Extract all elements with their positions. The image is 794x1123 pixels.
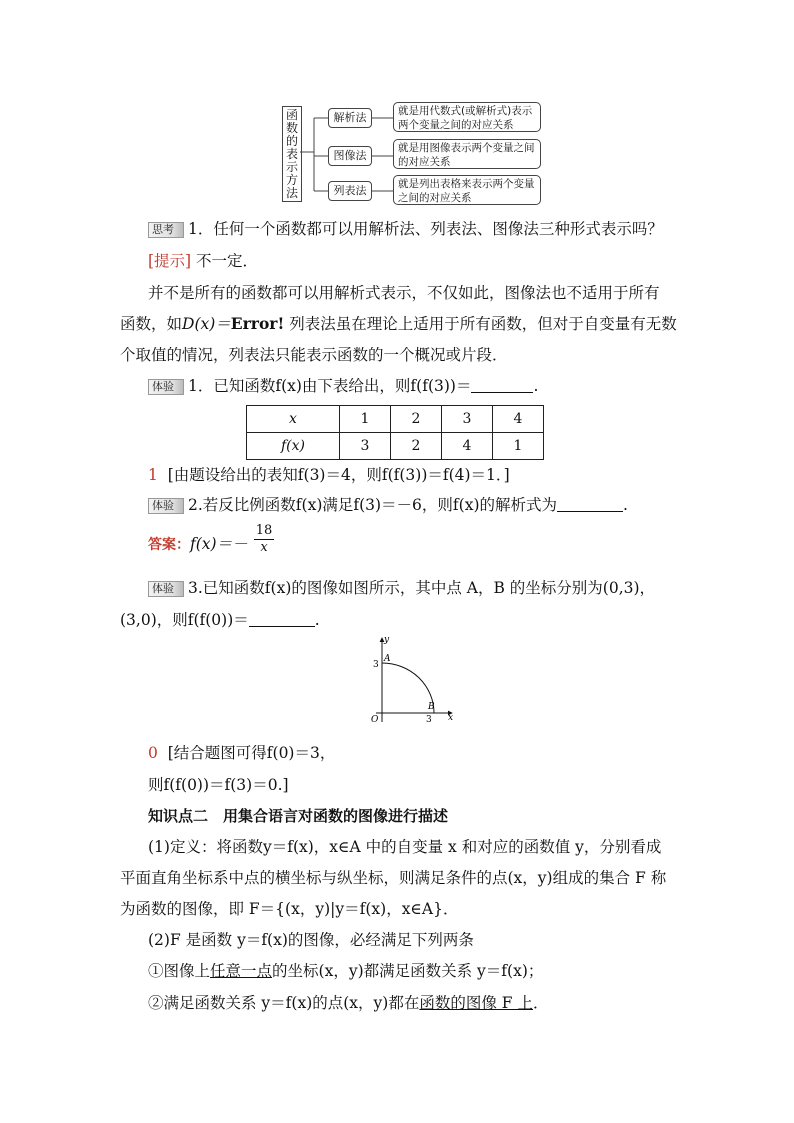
table-row (247, 433, 544, 460)
section2-def-line1: (1)定义：将函数y＝f(x)，x∈A 中的自变量 x 和对应的函数值 y，分别看成 (148, 838, 662, 856)
ex1-answer-text: [由题设给出的表知f(3)＝4，则f(f(3))＝f(4)＝1．] (167, 466, 510, 484)
hint-text: 不一定． (196, 252, 259, 270)
ex3-answer-text: [结合题图可得f(0)＝3， (167, 744, 336, 762)
think-explain-line3: 个取值的情况，列表法只能表示函数的一个概况或片段． (120, 346, 508, 364)
function-table (246, 405, 544, 460)
method-box-analytic (328, 108, 372, 128)
ex1-answer (148, 464, 510, 486)
cond-text: ①图像上 (148, 962, 211, 980)
explain-text: 函数，如 (120, 315, 183, 333)
method-desc-text: 就是用图像表示两个变量之间的对应关系 (398, 142, 535, 168)
method-desc-analytic (393, 102, 541, 132)
ex2-answer-label: 答案： (148, 537, 190, 553)
ex2-answer (148, 533, 248, 556)
cond-underlined: 任意一点 (210, 962, 273, 980)
think-hint (148, 250, 258, 272)
think-tag: 思考 (148, 222, 184, 238)
cond-text: 的坐标(x，y)都满足函数关系 y＝f(x)； (272, 962, 544, 980)
y-axis-label: y (384, 635, 390, 645)
ex1-answer-value: 1 (148, 466, 158, 484)
think-question (148, 218, 663, 240)
method-desc-text: 就是用代数式(或解析式)表示两个变量之间的对应关系 (398, 105, 533, 131)
method-desc-graph (393, 139, 541, 169)
x-axis-label: x (448, 713, 454, 723)
method-name: 列表法 (333, 184, 367, 197)
think-explain-line1: 并不是所有的函数都可以用解析式表示，不仅如此，图像法也不适用于所有 (148, 284, 660, 302)
method-box-graph (328, 146, 372, 166)
table-cell: 3 (442, 406, 493, 433)
section2-cond-intro: (2)F 是函数 y＝f(x)的图像，必经满足下列两条 (148, 931, 474, 949)
ex3-question-text: 3.已知函数f(x)的图像如图所示，其中点 A，B 的坐标分别为(0,3)， (188, 579, 656, 597)
method-name: 图像法 (333, 149, 367, 162)
table-cell: 4 (493, 406, 544, 433)
ex2-question: 体验 2.若反比例函数f(x)满足f(3)＝－6，则f(x)的解析式为 . (148, 494, 628, 516)
cond-text: ． (532, 994, 549, 1012)
answer-blank (249, 612, 315, 627)
explain-math: (x)＝ (194, 315, 231, 333)
table-cell: 1 (340, 406, 391, 433)
ex3-question-line2: (3,0)，则f(f(0))＝ . (120, 611, 320, 629)
explain-text: 列表法虽在理论上适用于所有函数，但对于自变量有无数 (284, 315, 677, 333)
fraction-numerator: 18 (255, 523, 273, 538)
table-header-cell: x (247, 406, 340, 433)
section2-def-line3: 为函数的图像，即 F＝{(x，y)|y＝f(x)，x∈A}． (120, 900, 459, 918)
method-desc-table (393, 175, 541, 205)
method-desc-text: 就是列出表格来表示两个变量之间的对应关系 (398, 178, 535, 204)
y-tick-label: 3 (373, 660, 379, 670)
ex3-answer-line1 (148, 742, 335, 764)
origin-label: O (371, 715, 379, 725)
fraction-denominator: x (260, 540, 268, 555)
ex2-fraction (254, 523, 274, 556)
ex2-answer-lhs: f(x)＝－ (190, 535, 248, 553)
ex3-graph (360, 630, 460, 726)
answer-blank (471, 378, 533, 393)
point-b-label: B (428, 702, 435, 712)
table-cell: 4 (442, 433, 493, 460)
diagram-root-box (282, 106, 302, 202)
ex2-tag: 体验 (148, 498, 184, 514)
explain-math: D (182, 315, 195, 333)
ex3-question-line1 (148, 577, 655, 599)
section2-cond1 (148, 960, 543, 982)
ex3-question-text: (3,0)，则f(f(0))＝ (120, 611, 249, 629)
hint-label: [提示] (148, 252, 192, 270)
ex3-answer-value: 0 (148, 744, 158, 762)
diagram-root-label: 函数的表示方法 (286, 108, 299, 200)
think-question-text: 1．任何一个函数都可以用解析法、列表法、图像法三种形式表示吗？ (188, 220, 663, 238)
method-name: 解析法 (333, 111, 367, 124)
section2-def-line2: 平面直角坐标系中点的横坐标与纵坐标，则满足条件的点(x，y)组成的集合 F 称 (120, 869, 667, 887)
ex1-question-text: 1．已知函数f(x)由下表给出，则f(f(3))＝ (188, 377, 472, 395)
table-cell: 2 (391, 406, 442, 433)
ex3-answer-line2: 则f(f(0))＝f(3)＝0.] (148, 776, 289, 794)
x-tick-label: 3 (426, 715, 432, 725)
ex1-tag: 体验 (148, 379, 184, 395)
cond-underlined: 函数的图像 F 上 (419, 994, 533, 1012)
table-cell: 2 (391, 433, 442, 460)
cond-text: ②满足函数关系 y＝f(x)的点(x，y)都在 (148, 994, 420, 1012)
explain-error: Error! (230, 314, 285, 333)
ex2-question-text: 2.若反比例函数f(x)满足f(3)＝－6，则f(x)的解析式为 (188, 496, 557, 514)
ex3-tag: 体验 (148, 581, 184, 597)
table-cell: 3 (340, 433, 391, 460)
answer-blank (557, 497, 623, 512)
think-explain-line2 (120, 313, 677, 335)
function-curve (382, 663, 434, 713)
section2-title: 知识点二 用集合语言对函数的图像进行描述 (148, 807, 449, 825)
point-a-label: A (384, 654, 391, 664)
ex1-question: 体验 1．已知函数f(x)由下表给出，则f(f(3))＝ . (148, 375, 538, 397)
section2-cond2 (148, 992, 548, 1014)
table-cell: 1 (493, 433, 544, 460)
table-row (247, 406, 544, 433)
method-box-table (328, 181, 372, 201)
table-header-cell: f(x) (247, 433, 340, 460)
